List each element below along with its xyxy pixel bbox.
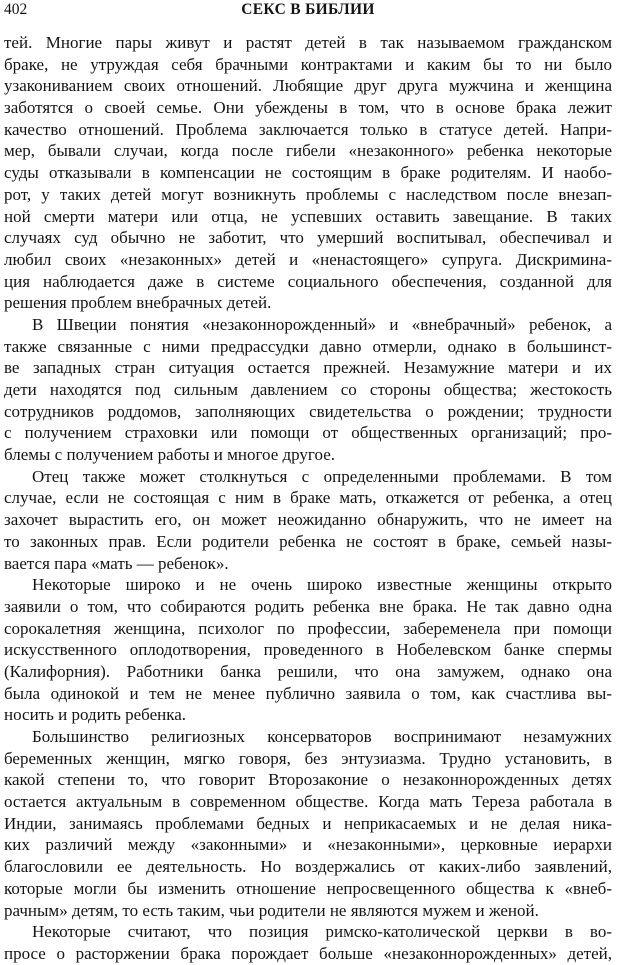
text-line: которые могли бы изменить отношение непросвещенного общества к «внеб- xyxy=(4,878,612,898)
text-line: рот, у таких детей могут возникнуть проблемы с наследством после внезап- xyxy=(4,184,612,204)
text-line: Индии, занимаясь проблемами бедных и неприкасаемых и не делая ника- xyxy=(4,813,612,833)
text-line: случаях суд обычно не заботит, что умерший воспитывал, обеспечивал и xyxy=(4,228,612,248)
text-line: сорокалетняя женщина, психолог по профессии, забеременела при помощи xyxy=(4,618,612,638)
text-line: суды отказывали в компенсации не состоящим в браке родителям. И наобо- xyxy=(4,163,612,183)
text-line: искусственного оплодотворения, проведенного в Нобелевском банке спермы xyxy=(4,640,612,660)
text-line: беременных женщин, мягко говоря, без энтузиазма. Трудно установить, в xyxy=(4,748,612,768)
text-line: дети находятся под сильным давлением со стороны общества; жестокость xyxy=(4,380,612,399)
text-line: также связанные с ними предрассудки давно отмерли, однако в большинст- xyxy=(4,336,612,356)
text-line: какой степени то, что говорит Второзаконие о незаконнорожденных детях xyxy=(4,770,612,790)
text-line: узакониванием своих отношений. Любящие друг друга мужчина и женщина xyxy=(4,76,612,96)
running-head xyxy=(4,0,612,20)
text-line: любил своих «незаконных» детей и «ненастоящего» супруга. Дискримина- xyxy=(4,249,612,269)
text-line: заявили о том, что собираются родить ребенка вне брака. Не так давно одна xyxy=(4,596,612,616)
text-line: тей. Многие пары живут и растят детей в так называемом гражданском xyxy=(4,33,612,52)
text-line: рачным» детям, то есть таким, чьи родители не являются мужем и женой. xyxy=(4,900,539,920)
text-line: ких различий между «законными» и «незаконными», церковные иерархи xyxy=(4,835,612,855)
text-line: то законных прав. Если родители ребенка не состоят в браке, семьей назы- xyxy=(4,531,612,551)
body-text xyxy=(4,32,612,965)
text-line: случае, если не состоящая с ним в браке мать, откажется от ребенка, а отец xyxy=(4,488,612,508)
text-line: благословили ее деятельность. Но воздержались от каких-либо заявлений, xyxy=(4,857,612,877)
page-number: 402 xyxy=(4,1,28,18)
text-line: блемы с получением работы и многое другое. xyxy=(4,445,335,465)
text-line: ция наблюдается даже в системе социального обеспечения, созданной для xyxy=(4,271,612,291)
text-line: просе о расторжении брака порождает больше «незаконнорожденных» детей, xyxy=(4,943,612,963)
text-line: Отец также может столкнуться с определенными проблемами. В том xyxy=(32,466,612,486)
text-line: остается актуальным в современном обществе. Когда мать Тереза работала в xyxy=(4,792,612,812)
book-title: СЕКС В БИБЛИИ xyxy=(241,1,375,18)
text-line: с получением страховки или помощи от общественных организаций; про- xyxy=(4,423,612,443)
text-line: мер, бывали случаи, когда после гибели «незаконного» ребенка некоторые xyxy=(4,141,612,161)
text-line: вается пара «мать — ребенок». xyxy=(4,553,229,573)
text-line: заботятся о своей семье. Они убеждены в том, что в основе брака лежит xyxy=(4,98,612,118)
text-line: (Калифорния). Работники банка решили, что она замужем, однако она xyxy=(4,661,612,681)
text-line: Некоторые широко и не очень широко известные женщины открыто xyxy=(32,575,612,595)
text-line: ве западных стран ситуация остается прежней. Незамужние матери и их xyxy=(4,358,612,378)
text-line: сотрудников роддомов, заполняющих свидетельства о рождении; трудности xyxy=(4,401,612,421)
text-line: В Швеции понятия «незаконнорожденный» и «внебрачный» ребенок, а xyxy=(32,314,612,334)
text-line: Большинство религиозных консерваторов воспринимают незамужних xyxy=(32,727,612,746)
text-line: носить и родить ребенка. xyxy=(4,705,187,725)
text-line: качество отношений. Проблема заключается только в статусе детей. Напри- xyxy=(4,119,612,139)
text-line: Некоторые считают, что позиция римско-католической церкви в во- xyxy=(32,922,612,942)
text-line: захочет вырастить его, он может неожиданно обнаружить, что не имеет на xyxy=(4,510,612,530)
text-line: ной смерти матери или отца, не успевших оставить завещание. В таких xyxy=(4,206,612,226)
text-line: была одинокой и тем не менее публично заявила о том, как счастлива вы- xyxy=(4,683,612,703)
text-line: решения проблем внебрачных детей. xyxy=(4,293,272,313)
text-line: браке, не утруждая себя брачными контрактами и каким бы то ни было xyxy=(4,54,612,74)
